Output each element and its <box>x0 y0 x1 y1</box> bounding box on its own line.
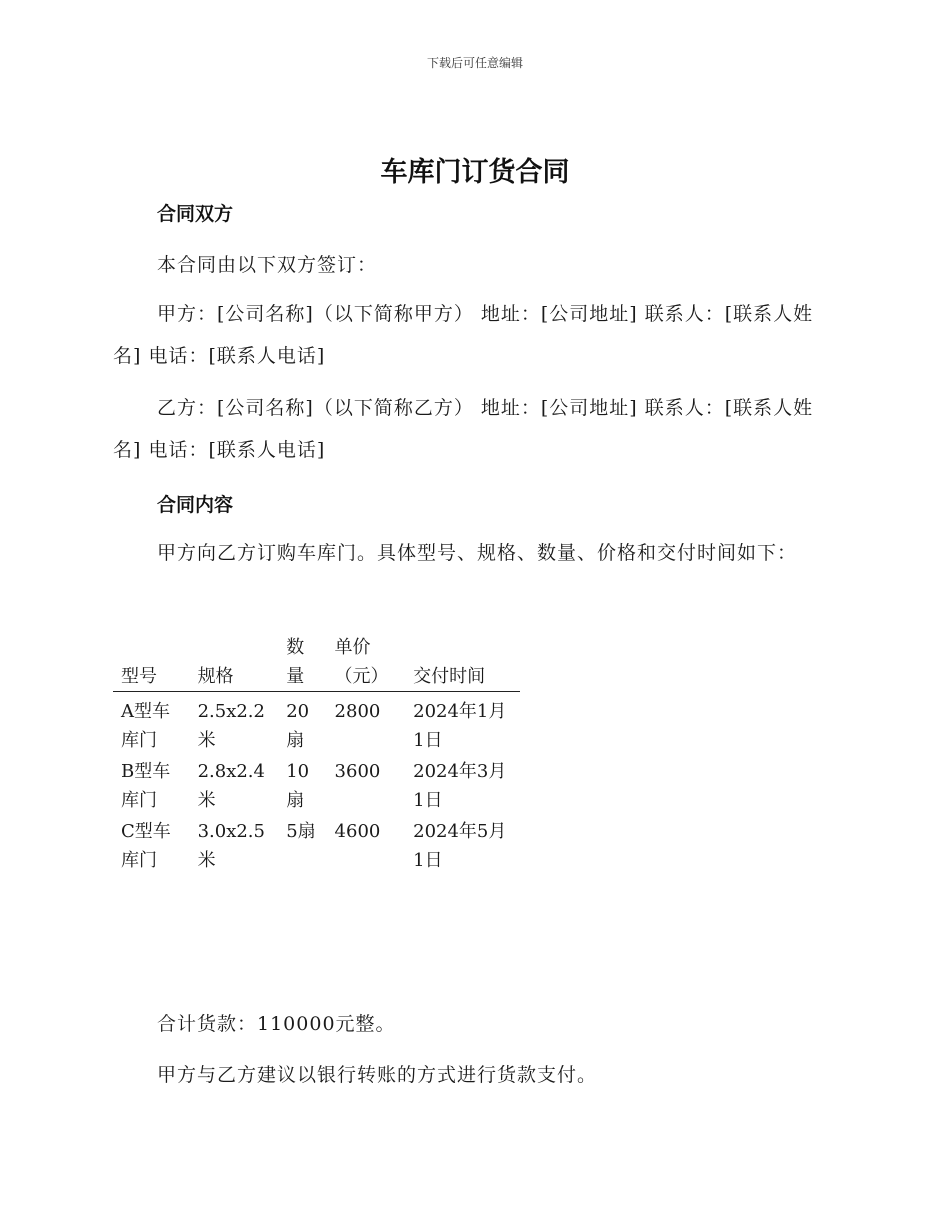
payment-method: 甲方与乙方建议以银行转账的方式进行货款支付。 <box>157 1064 598 1086</box>
cell-unit-price: 3600 <box>334 761 381 782</box>
total-amount: 合计货款：110000元整。 <box>157 1013 396 1035</box>
cell-quantity: 10扇 <box>286 761 310 811</box>
order-table <box>113 633 520 877</box>
party-b-info: 乙方：[公司名称]（以下简称乙方） 地址：[公司地址] 联系人：[联系人姓名] 电话：[联系人电话] <box>113 397 814 461</box>
section-heading-parties: 合同双方 <box>157 203 234 225</box>
content-intro: 甲方向乙方订购车库门。具体型号、规格、数量、价格和交付时间如下： <box>157 542 798 564</box>
header-delivery-date: 交付时间 <box>405 633 520 692</box>
cell-spec: 2.8x2.4米 <box>197 761 265 811</box>
party-a-info: 甲方：[公司名称]（以下简称甲方） 地址：[公司地址] 联系人：[联系人姓名] 电话：[联系人电话] <box>113 303 814 367</box>
cell-quantity: 5扇 <box>286 821 316 842</box>
table-header-row <box>113 633 520 692</box>
cell-spec: 2.5x2.2米 <box>197 701 265 751</box>
table-row <box>113 757 520 817</box>
cell-spec: 3.0x2.5米 <box>197 821 265 871</box>
header-spec: 规格 <box>190 633 279 692</box>
cell-model: B型车库门 <box>121 761 171 811</box>
cell-unit-price: 2800 <box>334 701 381 722</box>
cell-model: C型车库门 <box>121 821 171 871</box>
header-quantity: 数量 <box>278 633 326 692</box>
table-row <box>113 692 520 758</box>
cell-quantity: 20扇 <box>286 701 310 751</box>
header-note: 下载后可任意编辑 <box>426 56 523 70</box>
cell-delivery-date: 2024年5月1日 <box>413 821 507 871</box>
table-row <box>113 817 520 877</box>
cell-model: A型车库门 <box>121 701 170 751</box>
section-heading-content: 合同内容 <box>157 494 234 516</box>
cell-delivery-date: 2024年3月1日 <box>413 761 507 811</box>
cell-unit-price: 4600 <box>334 821 381 842</box>
cell-delivery-date: 2024年1月1日 <box>413 701 507 751</box>
document-title: 车库门订货合同 <box>380 157 570 188</box>
header-model: 型号 <box>113 633 190 692</box>
header-unit-price: 单价（元） <box>327 633 406 692</box>
parties-intro: 本合同由以下双方签订： <box>157 254 378 276</box>
